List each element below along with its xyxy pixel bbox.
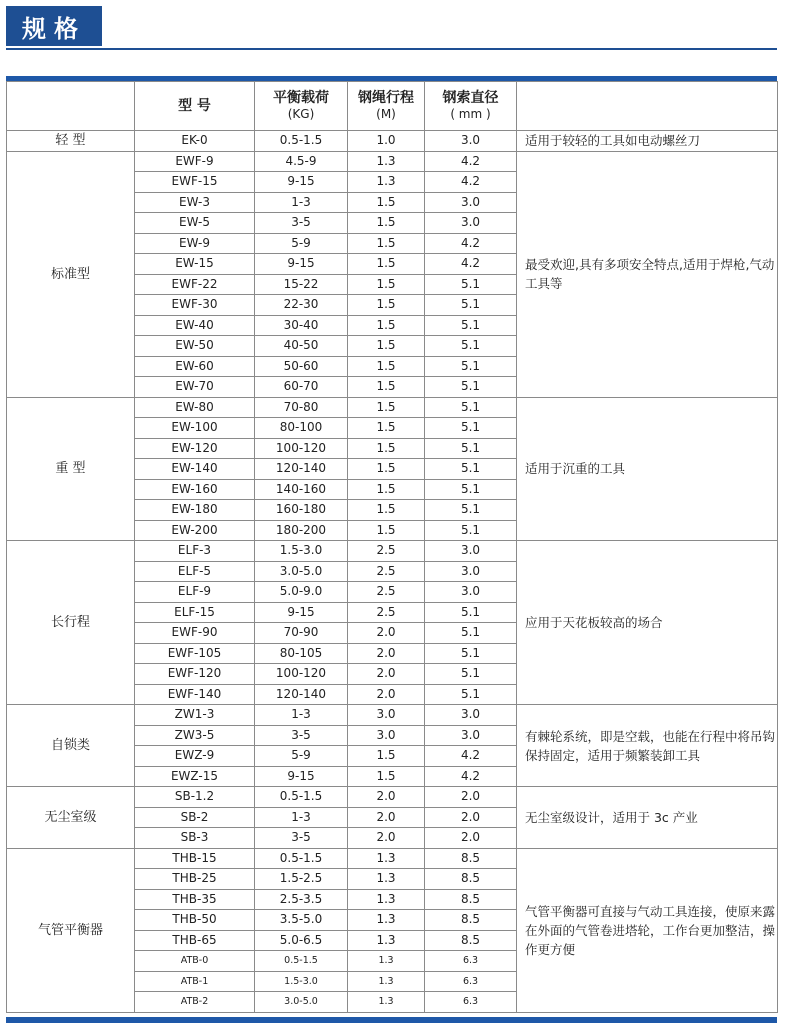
header-travel-label: 钢绳行程 — [358, 90, 414, 106]
diameter-cell: 4.2 — [425, 151, 517, 172]
model-cell: ZW3-5 — [135, 725, 255, 746]
load-cell: 5-9 — [255, 746, 348, 767]
travel-cell: 1.5 — [348, 254, 425, 275]
model-cell: THB-35 — [135, 889, 255, 910]
application-note-cell: 适用于较轻的工具如电动螺丝刀 — [517, 131, 778, 152]
load-cell: 30-40 — [255, 315, 348, 336]
category-cell: 标准型 — [7, 151, 135, 397]
load-cell: 120-140 — [255, 459, 348, 480]
table-row — [7, 848, 778, 869]
application-note-cell: 无尘室级设计，适用于 3c 产业 — [517, 787, 778, 849]
load-cell: 3-5 — [255, 213, 348, 234]
diameter-cell: 8.5 — [425, 910, 517, 931]
table-row — [7, 151, 778, 172]
model-cell: THB-50 — [135, 910, 255, 931]
model-cell: EW-50 — [135, 336, 255, 357]
travel-cell: 1.5 — [348, 192, 425, 213]
travel-cell: 1.3 — [348, 992, 425, 1013]
category-cell: 长行程 — [7, 541, 135, 705]
travel-cell: 1.5 — [348, 500, 425, 521]
model-cell: EWZ-15 — [135, 766, 255, 787]
title-underline — [6, 48, 777, 50]
diameter-cell: 5.1 — [425, 479, 517, 500]
model-cell: EWF-15 — [135, 172, 255, 193]
diameter-cell: 4.2 — [425, 766, 517, 787]
diameter-cell: 5.1 — [425, 418, 517, 439]
diameter-cell: 6.3 — [425, 992, 517, 1013]
travel-cell: 1.5 — [348, 766, 425, 787]
diameter-cell: 5.1 — [425, 295, 517, 316]
diameter-cell: 3.0 — [425, 131, 517, 152]
category-cell: 无尘室级 — [7, 787, 135, 849]
diameter-cell: 8.5 — [425, 889, 517, 910]
travel-cell: 1.3 — [348, 848, 425, 869]
diameter-cell: 3.0 — [425, 213, 517, 234]
travel-cell: 3.0 — [348, 705, 425, 726]
table-row — [7, 787, 778, 808]
model-cell: ELF-9 — [135, 582, 255, 603]
diameter-cell: 6.3 — [425, 951, 517, 972]
diameter-cell: 5.1 — [425, 520, 517, 541]
load-cell: 3-5 — [255, 828, 348, 849]
model-cell: EW-160 — [135, 479, 255, 500]
diameter-cell: 3.0 — [425, 725, 517, 746]
travel-cell: 1.3 — [348, 951, 425, 972]
table-row — [7, 705, 778, 726]
model-cell: EWF-22 — [135, 274, 255, 295]
travel-cell: 2.0 — [348, 664, 425, 685]
load-cell: 0.5-1.5 — [255, 131, 348, 152]
spec-table-body — [7, 131, 778, 1013]
model-cell: EW-200 — [135, 520, 255, 541]
diameter-cell: 8.5 — [425, 848, 517, 869]
load-cell: 9-15 — [255, 172, 348, 193]
model-cell: EWF-105 — [135, 643, 255, 664]
travel-cell: 2.0 — [348, 684, 425, 705]
diameter-cell: 5.1 — [425, 438, 517, 459]
header-diameter — [425, 82, 517, 131]
model-cell: ELF-15 — [135, 602, 255, 623]
model-cell: EW-5 — [135, 213, 255, 234]
model-cell: THB-15 — [135, 848, 255, 869]
diameter-cell: 5.1 — [425, 623, 517, 644]
load-cell: 180-200 — [255, 520, 348, 541]
model-cell: ZW1-3 — [135, 705, 255, 726]
travel-cell: 1.3 — [348, 869, 425, 890]
spec-table — [6, 81, 778, 1013]
header-note — [517, 82, 778, 131]
model-cell: EW-40 — [135, 315, 255, 336]
model-cell: EWF-9 — [135, 151, 255, 172]
diameter-cell: 4.2 — [425, 746, 517, 767]
load-cell: 15-22 — [255, 274, 348, 295]
travel-cell: 1.3 — [348, 930, 425, 951]
model-cell: EW-120 — [135, 438, 255, 459]
load-cell: 3-5 — [255, 725, 348, 746]
model-cell: EW-60 — [135, 356, 255, 377]
diameter-cell: 2.0 — [425, 828, 517, 849]
diameter-cell: 3.0 — [425, 541, 517, 562]
load-cell: 80-105 — [255, 643, 348, 664]
diameter-cell: 3.0 — [425, 192, 517, 213]
load-cell: 50-60 — [255, 356, 348, 377]
load-cell: 120-140 — [255, 684, 348, 705]
model-cell: EW-15 — [135, 254, 255, 275]
load-cell: 40-50 — [255, 336, 348, 357]
application-note-cell: 适用于沉重的工具 — [517, 397, 778, 541]
load-cell: 70-90 — [255, 623, 348, 644]
travel-cell: 2.0 — [348, 787, 425, 808]
diameter-cell: 5.1 — [425, 397, 517, 418]
travel-cell: 1.5 — [348, 746, 425, 767]
travel-cell: 2.0 — [348, 807, 425, 828]
category-cell: 自锁类 — [7, 705, 135, 787]
application-note-cell: 应用于天花板较高的场合 — [517, 541, 778, 705]
load-cell: 9-15 — [255, 254, 348, 275]
model-cell: ELF-5 — [135, 561, 255, 582]
travel-cell: 1.5 — [348, 459, 425, 480]
table-header-row — [7, 82, 778, 131]
travel-cell: 1.5 — [348, 377, 425, 398]
load-cell: 4.5-9 — [255, 151, 348, 172]
travel-cell: 1.3 — [348, 971, 425, 992]
load-cell: 100-120 — [255, 664, 348, 685]
model-cell: ELF-3 — [135, 541, 255, 562]
diameter-cell: 5.1 — [425, 459, 517, 480]
model-cell: EW-80 — [135, 397, 255, 418]
travel-cell: 1.0 — [348, 131, 425, 152]
load-cell: 60-70 — [255, 377, 348, 398]
model-cell: ATB-0 — [135, 951, 255, 972]
travel-cell: 2.0 — [348, 623, 425, 644]
travel-cell: 2.5 — [348, 541, 425, 562]
model-cell: EW-140 — [135, 459, 255, 480]
diameter-cell: 5.1 — [425, 684, 517, 705]
load-cell: 0.5-1.5 — [255, 951, 348, 972]
travel-cell: 2.5 — [348, 582, 425, 603]
model-cell: ATB-1 — [135, 971, 255, 992]
load-cell: 70-80 — [255, 397, 348, 418]
load-cell: 0.5-1.5 — [255, 848, 348, 869]
diameter-cell: 5.1 — [425, 602, 517, 623]
travel-cell: 1.3 — [348, 151, 425, 172]
travel-cell: 1.5 — [348, 336, 425, 357]
diameter-cell: 3.0 — [425, 582, 517, 603]
travel-cell: 1.5 — [348, 520, 425, 541]
travel-cell: 1.5 — [348, 438, 425, 459]
header-diameter-label: 钢索直径 — [442, 90, 499, 106]
load-cell: 1.5-3.0 — [255, 971, 348, 992]
diameter-cell: 5.1 — [425, 377, 517, 398]
page-title: 规格 — [6, 6, 102, 46]
diameter-cell: 3.0 — [425, 705, 517, 726]
load-cell: 5-9 — [255, 233, 348, 254]
load-cell: 3.0-5.0 — [255, 561, 348, 582]
load-cell: 3.5-5.0 — [255, 910, 348, 931]
model-cell: EW-3 — [135, 192, 255, 213]
diameter-cell: 2.0 — [425, 807, 517, 828]
category-cell: 轻 型 — [7, 131, 135, 152]
travel-cell: 1.5 — [348, 397, 425, 418]
model-cell: EWF-140 — [135, 684, 255, 705]
model-cell: EW-100 — [135, 418, 255, 439]
load-cell: 80-100 — [255, 418, 348, 439]
model-cell: THB-65 — [135, 930, 255, 951]
model-cell: SB-2 — [135, 807, 255, 828]
load-cell: 0.5-1.5 — [255, 787, 348, 808]
travel-cell: 1.5 — [348, 315, 425, 336]
header-load-unit: (KG) — [287, 107, 315, 121]
diameter-cell: 6.3 — [425, 971, 517, 992]
diameter-cell: 8.5 — [425, 869, 517, 890]
travel-cell: 1.5 — [348, 356, 425, 377]
travel-cell: 1.5 — [348, 418, 425, 439]
load-cell: 9-15 — [255, 602, 348, 623]
model-cell: ATB-2 — [135, 992, 255, 1013]
load-cell: 3.0-5.0 — [255, 992, 348, 1013]
model-cell: THB-25 — [135, 869, 255, 890]
travel-cell: 2.0 — [348, 643, 425, 664]
header-load — [255, 82, 348, 131]
diameter-cell: 4.2 — [425, 233, 517, 254]
load-cell: 1-3 — [255, 807, 348, 828]
travel-cell: 1.5 — [348, 213, 425, 234]
travel-cell: 2.0 — [348, 828, 425, 849]
load-cell: 5.0-9.0 — [255, 582, 348, 603]
category-cell: 气管平衡器 — [7, 848, 135, 1012]
travel-cell: 2.5 — [348, 602, 425, 623]
travel-cell: 1.5 — [348, 295, 425, 316]
load-cell: 1-3 — [255, 192, 348, 213]
model-cell: EW-180 — [135, 500, 255, 521]
travel-cell: 1.5 — [348, 479, 425, 500]
diameter-cell: 4.2 — [425, 172, 517, 193]
load-cell: 1-3 — [255, 705, 348, 726]
application-note-cell: 最受欢迎,具有多项安全特点,适用于焊枪,气动工具等 — [517, 151, 778, 397]
diameter-cell: 5.1 — [425, 643, 517, 664]
load-cell: 2.5-3.5 — [255, 889, 348, 910]
table-row — [7, 131, 778, 152]
model-cell: SB-3 — [135, 828, 255, 849]
header-model: 型 号 — [135, 82, 255, 131]
application-note-cell: 有棘轮系统，即是空载，也能在行程中将吊钩保持固定，适用于频繁装卸工具 — [517, 705, 778, 787]
header-travel-unit: (M) — [376, 107, 396, 121]
table-row — [7, 541, 778, 562]
header-diameter-unit: ( mm ) — [450, 107, 491, 121]
load-cell: 100-120 — [255, 438, 348, 459]
load-cell: 22-30 — [255, 295, 348, 316]
diameter-cell: 3.0 — [425, 561, 517, 582]
travel-cell: 1.3 — [348, 910, 425, 931]
model-cell: EK-0 — [135, 131, 255, 152]
table-row — [7, 397, 778, 418]
model-cell: EWZ-9 — [135, 746, 255, 767]
diameter-cell: 5.1 — [425, 356, 517, 377]
diameter-cell: 5.1 — [425, 500, 517, 521]
diameter-cell: 5.1 — [425, 664, 517, 685]
header-load-label: 平衡载荷 — [273, 90, 329, 106]
travel-cell: 1.5 — [348, 274, 425, 295]
diameter-cell: 5.1 — [425, 336, 517, 357]
diameter-cell: 5.1 — [425, 274, 517, 295]
diameter-cell: 8.5 — [425, 930, 517, 951]
header-category — [7, 82, 135, 131]
load-cell: 9-15 — [255, 766, 348, 787]
travel-cell: 2.5 — [348, 561, 425, 582]
travel-cell: 1.5 — [348, 233, 425, 254]
load-cell: 140-160 — [255, 479, 348, 500]
header-travel — [348, 82, 425, 131]
travel-cell: 1.3 — [348, 889, 425, 910]
model-cell: EWF-90 — [135, 623, 255, 644]
model-cell: SB-1.2 — [135, 787, 255, 808]
load-cell: 1.5-2.5 — [255, 869, 348, 890]
model-cell: EWF-30 — [135, 295, 255, 316]
application-note-cell: 气管平衡器可直接与气动工具连接，使原来露在外面的气管卷进塔轮，工作台更加整洁，操作更方便 — [517, 848, 778, 1012]
travel-cell: 1.3 — [348, 172, 425, 193]
table-bottom-bar — [6, 1017, 777, 1023]
model-cell: EW-70 — [135, 377, 255, 398]
diameter-cell: 2.0 — [425, 787, 517, 808]
diameter-cell: 5.1 — [425, 315, 517, 336]
model-cell: EWF-120 — [135, 664, 255, 685]
category-cell: 重 型 — [7, 397, 135, 541]
travel-cell: 3.0 — [348, 725, 425, 746]
load-cell: 160-180 — [255, 500, 348, 521]
load-cell: 5.0-6.5 — [255, 930, 348, 951]
model-cell: EW-9 — [135, 233, 255, 254]
load-cell: 1.5-3.0 — [255, 541, 348, 562]
diameter-cell: 4.2 — [425, 254, 517, 275]
